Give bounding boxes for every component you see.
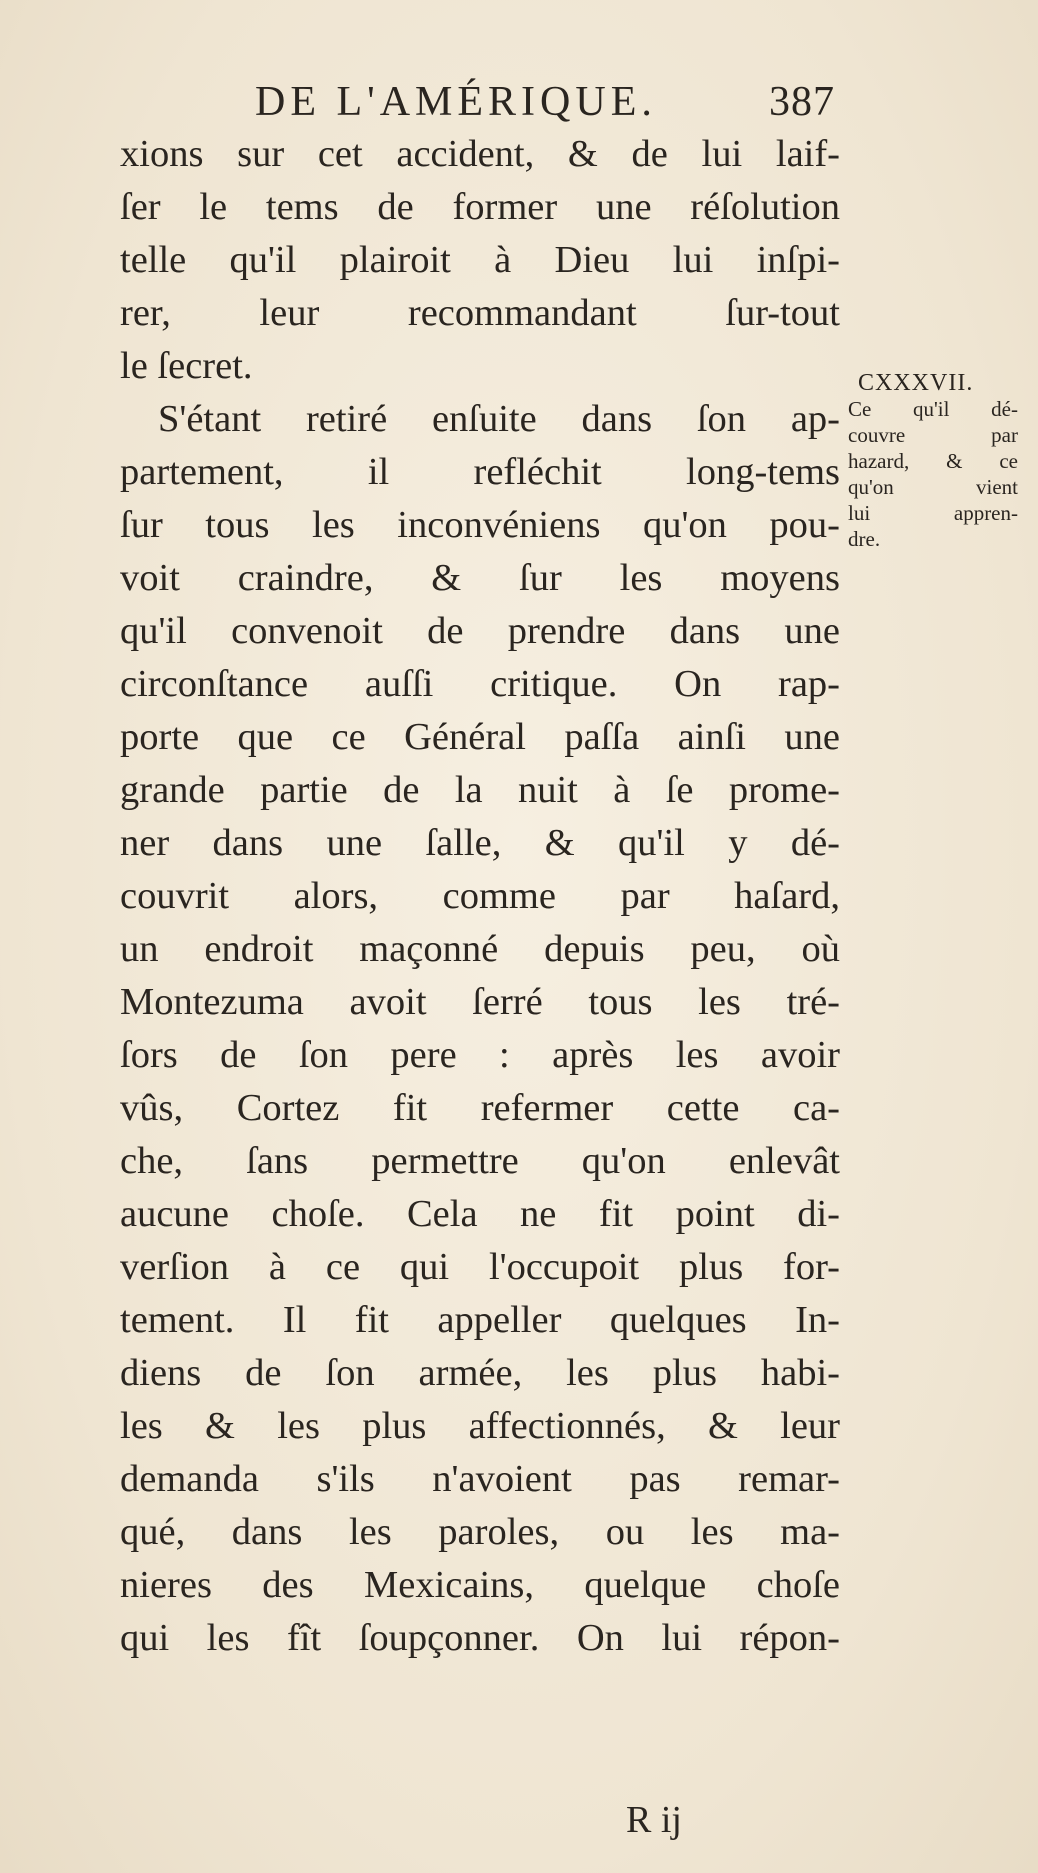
text-line: ſors de ſon pere : après les avoir: [120, 1034, 840, 1076]
margin-note-line: qu'on vient: [848, 475, 1018, 499]
text-line: voit craindre, & ſur les moyens: [120, 557, 840, 599]
text-line: diens de ſon armée, les plus habi-: [120, 1352, 840, 1394]
text-line: xions sur cet accident, & de lui laif-: [120, 133, 840, 175]
text-line: vûs, Cortez fit refermer cette ca-: [120, 1087, 840, 1129]
margin-note-line: hazard, & ce: [848, 449, 1018, 473]
text-line: porte que ce Général paſſa ainſi une: [120, 716, 840, 758]
text-line: qu'il convenoit de prendre dans une: [120, 610, 840, 652]
text-line: couvrit alors, comme par haſard,: [120, 875, 840, 917]
text-line: verſion à ce qui l'occupoit plus for-: [120, 1246, 840, 1288]
margin-note-line: dre.: [848, 527, 881, 551]
text-line: qui les fît ſoupçonner. On lui répon-: [120, 1617, 840, 1659]
signature-mark: R ij: [626, 1799, 682, 1841]
text-line: qué, dans les paroles, ou les ma-: [120, 1511, 840, 1553]
margin-note: [848, 370, 1018, 552]
text-line: tement. Il fit appeller quelques In-: [120, 1299, 840, 1341]
text-line: ner dans une ſalle, & qu'il y dé-: [120, 822, 840, 864]
text-line: demanda s'ils n'avoient pas remar-: [120, 1458, 840, 1500]
page-number: 387: [769, 79, 835, 125]
text-line: partement, il refléchit long-tems: [120, 451, 840, 493]
body-text: [120, 128, 840, 1665]
text-line: grande partie de la nuit à ſe prome-: [120, 769, 840, 811]
text-line: nieres des Mexicains, quelque choſe: [120, 1564, 840, 1606]
text-line: S'étant retiré enſuite dans ſon ap-: [158, 398, 840, 440]
running-head-title: DE L'AMÉRIQUE.: [255, 79, 657, 125]
text-line: Montezuma avoit ſerré tous les tré-: [120, 981, 840, 1023]
margin-note-line: Ce qu'il dé-: [848, 397, 1018, 421]
text-line: telle qu'il plairoit à Dieu lui inſpi-: [120, 239, 840, 281]
text-line: les & les plus affectionnés, & leur: [120, 1405, 840, 1447]
text-line: le ſecret.: [120, 345, 253, 387]
text-line: ſer le tems de former une réſolution: [120, 186, 840, 228]
margin-note-line: lui appren-: [848, 501, 1018, 525]
margin-note-line: couvre par: [848, 423, 1018, 447]
text-line: circonſtance auſſi critique. On rap-: [120, 663, 840, 705]
text-line: aucune choſe. Cela ne fit point di-: [120, 1193, 840, 1235]
text-line: ſur tous les inconvéniens qu'on pou-: [120, 504, 840, 546]
text-line: un endroit maçonné depuis peu, où: [120, 928, 840, 970]
margin-note-number: CXXXVII.: [858, 370, 974, 396]
running-head: [255, 72, 835, 132]
text-line: rer, leur recommandant ſur-tout: [120, 292, 840, 334]
text-line: che, ſans permettre qu'on enlevât: [120, 1140, 840, 1182]
